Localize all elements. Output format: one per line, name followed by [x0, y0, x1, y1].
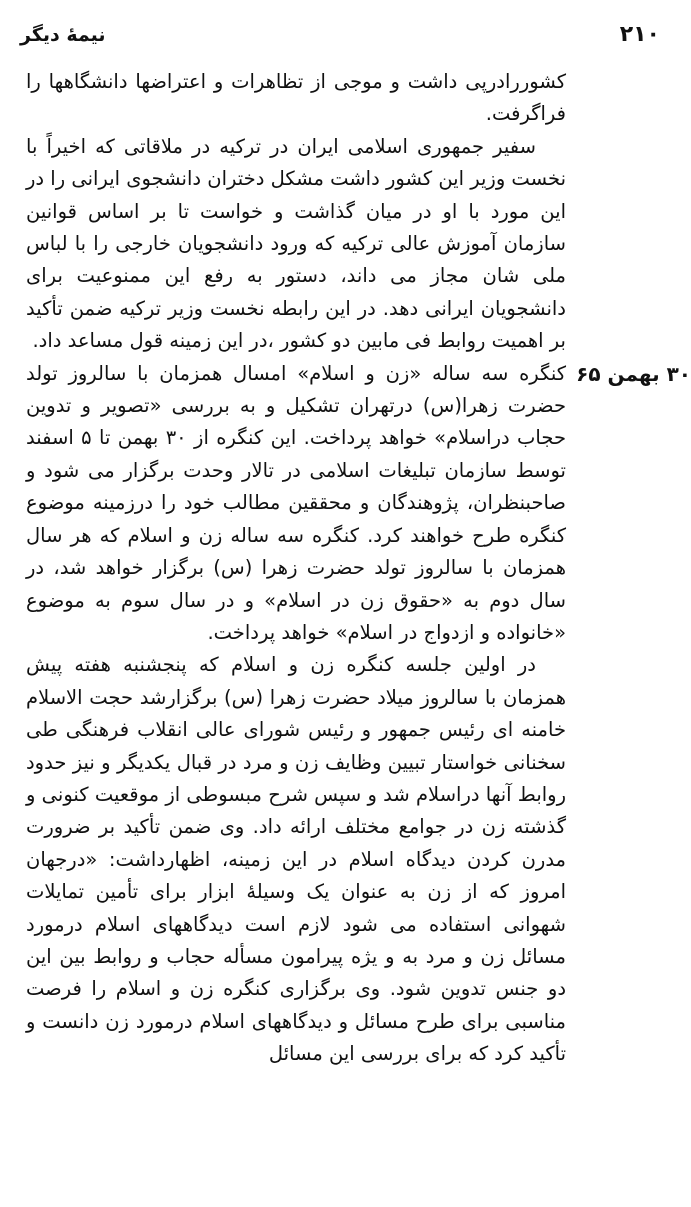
paragraph-congress-first-session: در اولین جلسه کنگره زن و اسلام که پنجشنبه هفته پیش همزمان با سالروز میلاد حضرت زهرا (س) برگزارشد حجت الاسلام خامنه ای رئیس جمهور و رئیس شورای عالی انقلاب فرهنگی طی سخنانی خواستار تبیین وظایف زن و مرد در قبال یکدیگر و نیز حدود روابط آنها دراسلام شد و سپس شرح مبسوطی از موقعیت کنونی و گذشته زن در جوامع مختلف ارائه داد. وی ضمن تأکید بر ضرورت مدرن کردن دیدگاه اسلام در این زمینه، اظهارداشت: «درجهان امروز که از زن به عنوان یک وسیلهٔ ابزار برای تأمین تمایلات شهوانی استفاده می شود لازم است دیدگاههای اسلام درمورد مسائل زن و مرد به و یژه پیرامون مسأله حجاب و روابط بین این دو جنس تدوین شود. وی برگزاری کنگره زن و اسلام را فرصت مناسبی برای طرح مسائل و دیدگاههای اسلام درمورد زن دانست و تأکید کرد که برای بررسی این مسائل — [26, 653, 566, 1066]
entry-date: ۳۰ بهمن ۶۵ — [576, 361, 691, 386]
page-header — [20, 22, 660, 56]
paragraph-ambassador-turkey: سفیر جمهوری اسلامی ایران در ترکیه در ملاقاتی که اخیراً با نخست وزیر این کشور داشت مشکل دختران دانشجوی ایرانی را در این مورد با او در میان گذاشت و خواست تا بر اساس قوانین سازمان آموزش عالی ترکیه که ورود دانشجویان خارجی را با لباس ملی شان مجاز می داند، دستور به رفع این ممنوعیت برای دانشجویان ایرانی دهد. در این رابطه نخست وزیر ترکیه ضمن تأکید بر اهمیت روابط فی مابین دو کشور ،در این زمینه قول مساعد داد. — [26, 134, 566, 353]
dated-entry — [26, 358, 691, 650]
paragraph-congress-announcement: کنگره سه ساله «زن و اسلام» امسال همزمان با سالروز تولد حضرت زهرا(س) درتهران تشکیل و به بررسی «تصویر و تدوین حجاب دراسلام» خواهد پرداخت. این کنگره از ۳۰ بهمن تا ۵ اسفند توسط سازمان تبلیغات اسلامی در تالار وحدت برگزار می شود و صاحبنظران، پژوهندگان و محققین مطالب خود را درزمینه موضوع کنگره طرح خواهند کرد. کنگره سه ساله زن و اسلام که هر سال همزمان با سالروز تولد حضرت زهرا (س) برگزار خواهد شد، در سال دوم به «حقوق زن در اسلام» و در سال سوم به موضوع «خانواده و ازدواج در اسلام» خواهد پرداخت. — [26, 361, 567, 644]
body-text — [26, 66, 691, 1071]
page-number: ۲۱۰ — [619, 22, 660, 47]
running-title: نیمهٔ دیگر — [20, 24, 106, 46]
paragraph-continuation: کشوررادرپی داشت و موجی از تظاهرات و اعتراضها دانشگاهها را فراگرفت. — [26, 70, 566, 126]
